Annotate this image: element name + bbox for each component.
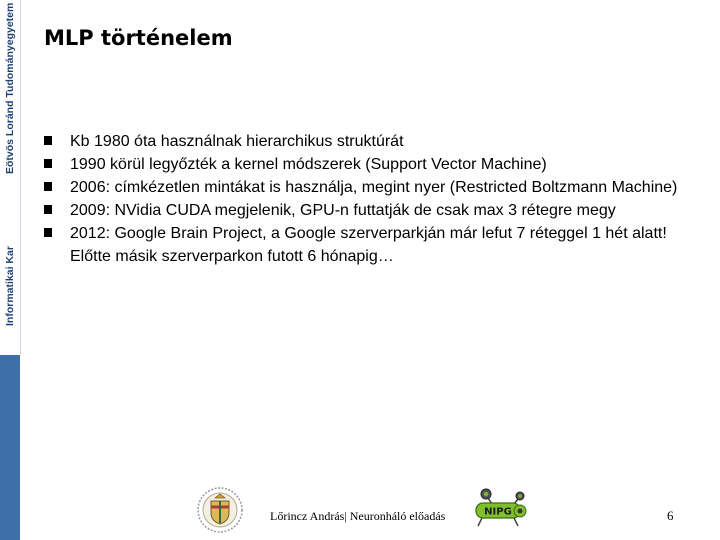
nipg-logo-icon [470, 486, 532, 530]
sidebar-divider [20, 0, 21, 355]
university-name: Eötvös Loránd Tudományegyetem [4, 3, 16, 175]
slide-title: MLP történelem [44, 26, 233, 50]
square-bullet-icon [44, 159, 52, 168]
bullet-item [70, 176, 690, 199]
bullet-item [70, 222, 690, 268]
university-crest-icon [196, 486, 244, 534]
faculty-name: Informatikai Kar [4, 246, 16, 326]
nipg-logo-text: NIPG [484, 506, 512, 518]
bullet-text: 2012: Google Brain Project, a Google szerverparkján már lefut 7 réteggel 1 hét alatt! Előtte másik szerverparkon futott 6 hónapig… [70, 225, 667, 265]
bullet-text: Kb 1980 óta használnak hierarchikus struktúrát [70, 133, 404, 150]
square-bullet-icon [44, 205, 52, 214]
square-bullet-icon [44, 228, 52, 237]
bullet-text: 2009: NVidia CUDA megjelenik, GPU-n futtatják de csak max 3 rétegre megy [70, 202, 616, 219]
footer-text: Lőrincz András| Neuronháló előadás [270, 509, 446, 523]
bullet-item [70, 153, 690, 176]
square-bullet-icon [44, 136, 52, 145]
page-number: 6 [667, 508, 674, 523]
bullet-text: 2006: címkézetlen mintákat is használja, megint nyer (Restricted Boltzmann Machine) [70, 179, 678, 196]
square-bullet-icon [44, 182, 52, 191]
bullet-list [70, 130, 690, 268]
bullet-item [70, 130, 690, 153]
bullet-item [70, 199, 690, 222]
bullet-text: 1990 körül legyőzték a kernel módszerek (Support Vector Machine) [70, 156, 547, 173]
